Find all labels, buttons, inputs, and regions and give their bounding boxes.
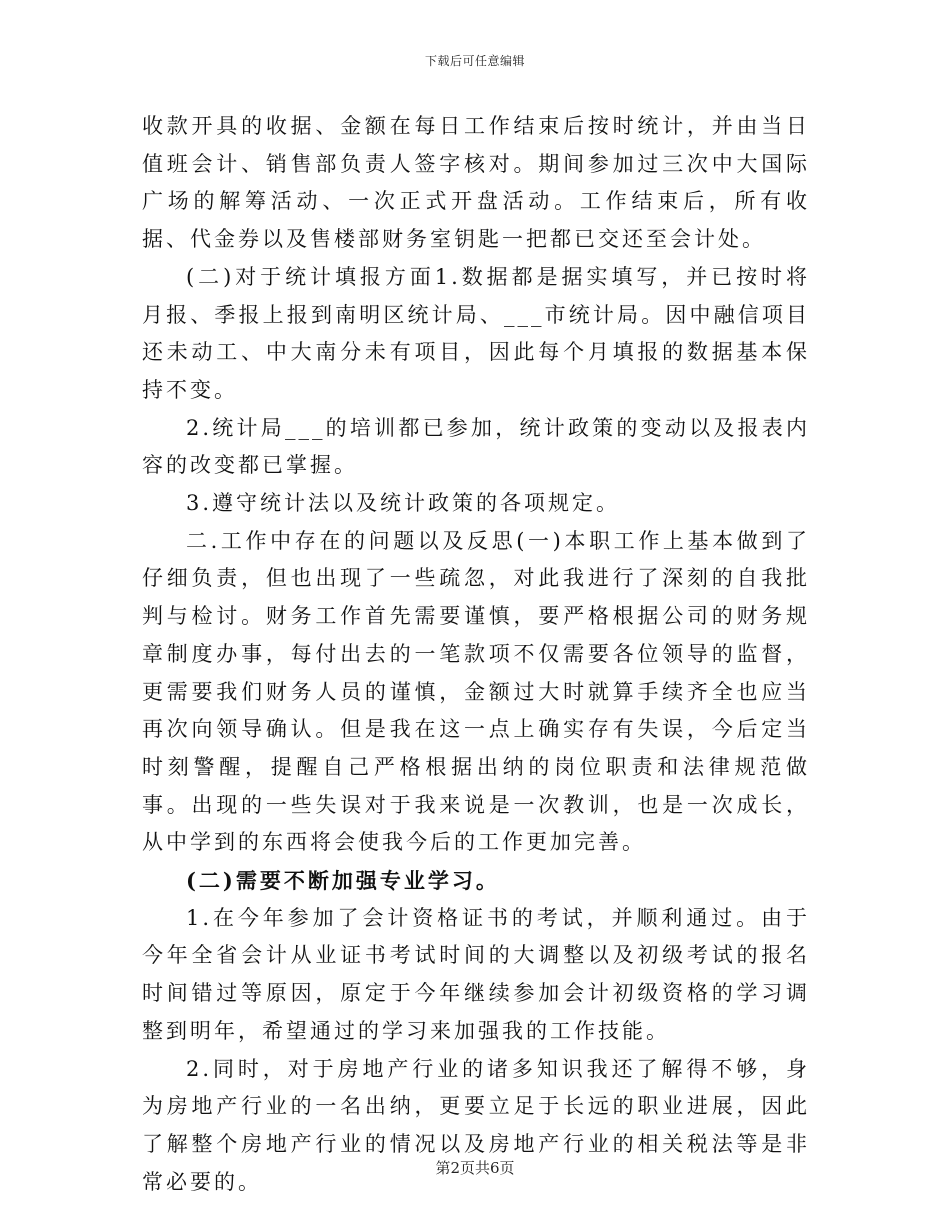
paragraph-receipts: 收款开具的收据、金额在每日工作结束后按时统计，并由当日值班会计、销售部负责人签字核对。期间参加过三次中大国际广场的解筹活动、一次正式开盘活动。工作结束后，所有收据、代金券以及售楼部财务室钥匙一把都已交还至会计处。 bbox=[142, 114, 810, 252]
section-heading-professional-study: (二)需要不断加强专业学习。 bbox=[186, 868, 500, 894]
page-footer: 第2页共6页 bbox=[435, 1159, 515, 1177]
paragraph-statistics-training: 2.统计局___的培训都已参加，统计政策的变动以及报表内容的改变都已掌握。 bbox=[142, 415, 810, 478]
document-body bbox=[142, 108, 810, 1201]
paragraph-problems-reflection: 二.工作中存在的问题以及反思(一)本职工作上基本做到了仔细负责，但也出现了一些疏忽，对此我进行了深刻的自我批判与检讨。财务工作首先需要谨慎，要严格根据公司的财务规章制度办事，每付出去的一笔款项不仅需要各位领导的监督，更需要我们财务人员的谨慎，金额过大时就算手续齐全也应当再次向领导确认。但是我在这一点上确实存有失误，今后定当时刻警醒，提醒自己严格根据出纳的岗位职责和法律规范做事。出现的一些失误对于我来说是一次教训，也是一次成长，从中学到的东西将会使我今后的工作更加完善。 bbox=[142, 528, 810, 855]
page-header: 下载后可任意编辑 bbox=[424, 54, 525, 68]
paragraph-accounting-exam: 1.在今年参加了会计资格证书的考试，并顺利通过。由于今年全省会计从业证书考试时间的大调整以及初级考试的报名时间错过等原因，原定于今年继续参加会计初级资格的学习调整到明年，希望通过的学习来加强我的工作技能。 bbox=[142, 905, 810, 1043]
paragraph-statistics-reporting: (二)对于统计填报方面1.数据都是据实填写，并已按时将月报、季报上报到南明区统计局、___市统计局。因中融信项目还未动工、中大南分未有项目，因此每个月填报的数据基本保持不变。 bbox=[142, 264, 810, 402]
paragraph-real-estate-knowledge: 2.同时，对于房地产行业的诸多知识我还了解得不够，身为房地产行业的一名出纳，更要立足于长远的职业进展，因此了解整个房地产行业的情况以及房地产行业的相关税法等是非常必要的。 bbox=[142, 1056, 810, 1194]
paragraph-statistics-rules: 3.遵守统计法以及统计政策的各项规定。 bbox=[186, 491, 621, 516]
